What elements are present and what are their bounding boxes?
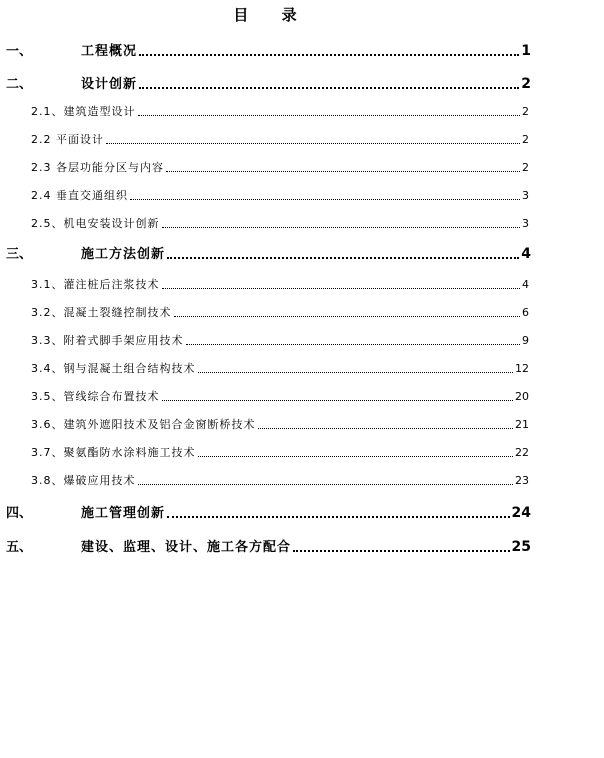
toc-dot-leader (162, 400, 514, 401)
toc-entry-label: 2.3 各层功能分区与内容 (31, 161, 164, 174)
toc-dot-leader (167, 257, 519, 259)
toc-page-number: 2 (521, 76, 531, 92)
toc-page-number: 4 (522, 278, 529, 291)
toc-entry[interactable] (6, 40, 531, 59)
toc-entry[interactable] (31, 360, 529, 376)
toc-dot-leader (293, 550, 510, 552)
toc-page-number: 25 (511, 539, 531, 555)
toc-entry[interactable] (31, 304, 529, 320)
toc-entry[interactable] (31, 444, 529, 460)
toc-dot-leader (162, 227, 521, 228)
toc-entry[interactable] (6, 502, 531, 521)
toc-page-number: 3 (522, 189, 529, 202)
toc-page-number: 24 (511, 505, 531, 521)
toc-entry-number: 二、 (6, 77, 33, 92)
toc-entry-label: 施工管理创新 (81, 506, 166, 521)
toc-entry-label: 工程概况 (81, 44, 138, 59)
toc-dot-leader (130, 199, 520, 200)
toc-dot-leader (162, 288, 521, 289)
toc-entry-label: 3.4、钢与混凝土组合结构技术 (31, 362, 196, 375)
toc-entry[interactable] (31, 388, 529, 404)
toc-entry[interactable] (31, 159, 529, 175)
toc-entry[interactable] (31, 332, 529, 348)
toc-entry[interactable] (31, 276, 529, 292)
toc-entry-number: 五、 (6, 540, 33, 555)
toc-dot-leader (198, 372, 514, 373)
toc-page-number: 1 (521, 43, 531, 59)
toc-page-number: 9 (522, 334, 529, 347)
toc-page-number: 20 (515, 390, 529, 403)
toc-entry[interactable] (6, 536, 531, 555)
toc-dot-leader (258, 428, 514, 429)
toc-page-number: 3 (522, 217, 529, 230)
toc-entry-label: 3.1、灌注桩后注浆技术 (31, 278, 160, 291)
toc-entry-number: 三、 (6, 247, 33, 262)
toc-entry-label: 3.8、爆破应用技术 (31, 474, 136, 487)
toc-page-number: 2 (522, 161, 529, 174)
toc-entry-label: 2.5、机电安装设计创新 (31, 217, 160, 230)
toc-entry[interactable] (31, 103, 529, 119)
toc-page-number: 2 (522, 133, 529, 146)
toc-entry[interactable] (31, 215, 529, 231)
toc-dot-leader (198, 456, 514, 457)
toc-page-number: 2 (522, 105, 529, 118)
toc-dot-leader (174, 316, 521, 317)
toc-entry-label: 3.3、附着式脚手架应用技术 (31, 334, 184, 347)
toc-dot-leader (138, 115, 521, 116)
toc-entry-label: 3.7、聚氨酯防水涂料施工技术 (31, 446, 196, 459)
toc-page-number: 6 (522, 306, 529, 319)
toc-page-number: 23 (515, 474, 529, 487)
toc-title: 目 录 (233, 6, 311, 24)
toc-page-number: 21 (515, 418, 529, 431)
toc-dot-leader (106, 143, 520, 144)
toc-entry[interactable] (31, 472, 529, 488)
toc-entry-label: 建设、监理、设计、施工各方配合 (81, 540, 292, 555)
toc-entry-label: 3.6、建筑外遮阳技术及铝合金窗断桥技术 (31, 418, 256, 431)
toc-dot-leader (186, 344, 521, 345)
toc-entry[interactable] (6, 243, 531, 262)
toc-dot-leader (138, 484, 514, 485)
toc-entry-label: 2.2 平面设计 (31, 133, 104, 146)
toc-entry-label: 2.4 垂直交通组织 (31, 189, 128, 202)
toc-entry-label: 2.1、建筑造型设计 (31, 105, 136, 118)
toc-dot-leader (166, 171, 520, 172)
toc-entry-number: 四、 (6, 506, 33, 521)
toc-entry-number: 一、 (6, 44, 33, 59)
toc-entry-label: 3.5、管线综合布置技术 (31, 390, 160, 403)
toc-entry-label: 施工方法创新 (81, 247, 166, 262)
toc-page-number: 22 (515, 446, 529, 459)
toc-dot-leader (139, 87, 519, 89)
toc-entry[interactable] (31, 131, 529, 147)
toc-page-number: 4 (521, 246, 531, 262)
toc-dot-leader (167, 516, 510, 518)
toc-entry[interactable] (6, 73, 531, 92)
toc-entry[interactable] (31, 187, 529, 203)
toc-entry[interactable] (31, 416, 529, 432)
toc-entry-label: 设计创新 (81, 77, 138, 92)
toc-entry-label: 3.2、混凝土裂缝控制技术 (31, 306, 172, 319)
toc-dot-leader (139, 54, 519, 56)
toc-page-number: 12 (515, 362, 529, 375)
